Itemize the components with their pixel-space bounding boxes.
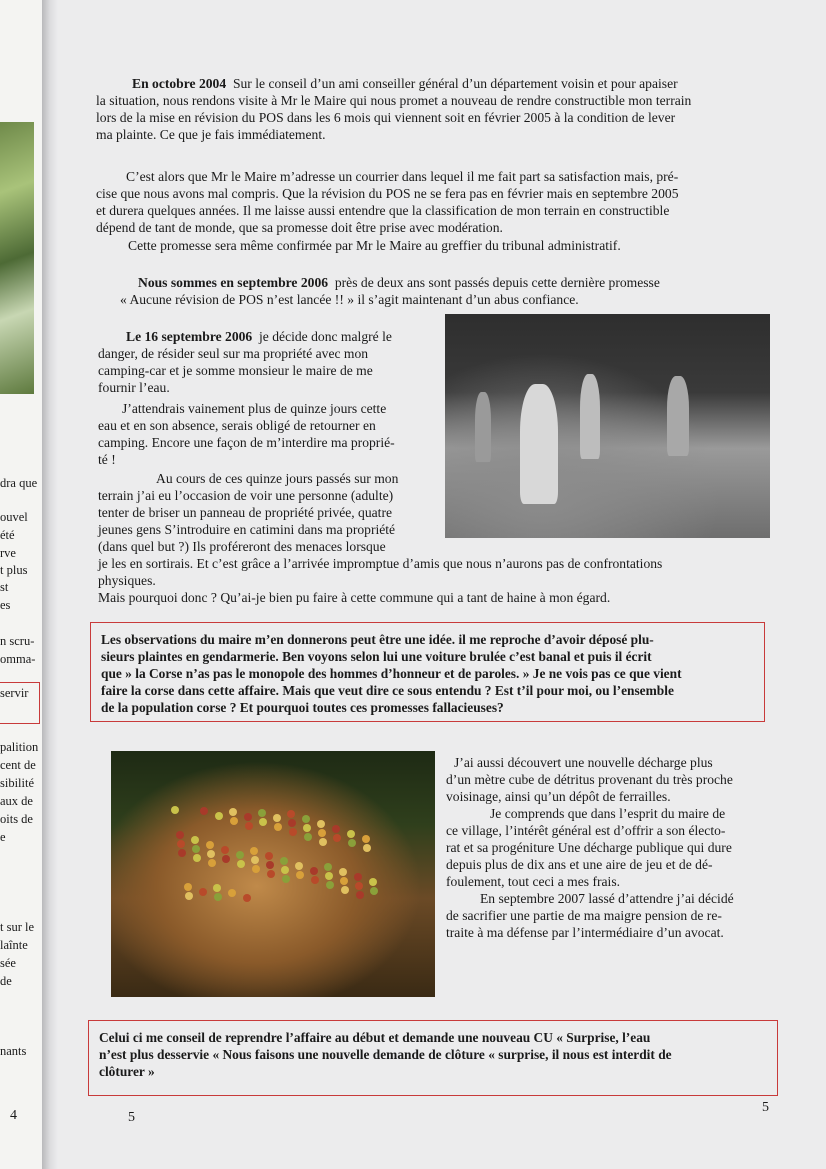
left-page-fragment: t sur le (0, 920, 35, 934)
paragraph-promise-confirmed: Cette promesse sera même confirmée par Mr le Maire au greffier du tribunal administratif. (128, 238, 621, 253)
left-page-fragment: st (0, 580, 9, 594)
left-page-fragment: aux de (0, 794, 33, 808)
paragraph-lead: En octobre 2004 (132, 76, 227, 91)
book-spine (42, 0, 58, 1169)
paragraph-new-dump: J’ai aussi découvert une nouvelle décharge plus d’un mètre cube de détritus provenant du très proche voisinage, ainsi qu’un dépôt de ferrailles. (446, 755, 733, 804)
left-page-fragment: e (0, 830, 6, 844)
left-page-fragment: oits de (0, 812, 33, 826)
left-page-fragment: sibilité (0, 776, 35, 790)
left-page-fragment: omma- (0, 652, 36, 666)
left-page-fragment: n scru- (0, 634, 35, 648)
left-page-fragment: servir (0, 686, 29, 700)
paragraph-october-2004: En octobre 2004 Sur le conseil d’un ami conseiller général d’un département voisin et pour apaiser la situation, nous rendons visite à Mr le Maire qui nous promet a nouveau de rendre constructible mon terrain lors de la mise en révision du POS dans les 6 mois qui viennent soit en février 2005 à la condition de lever ma plainte. Ce que je fais immédiatement. (96, 76, 692, 142)
left-page-fragment: t plus (0, 563, 28, 577)
paragraph-september-2007: En septembre 2007 lassé d’attendre j’ai décidé de sacrifier une partie de ma maigre pension de re- traite à ma défense par l’intermédiaire d’un avocat. (446, 891, 734, 940)
paragraph-why: Mais pourquoi donc ? Qu’ai-je bien pu faire à cette commune qui a tant de haine à mon égard. (98, 590, 611, 605)
highlight-box-lawyer-advice: Celui ci me conseil de reprendre l’affaire au début et demande une nouveau CU « Surprise, l’eau n’est plus desservie « Nous faisons une nouvelle demande de clôture « surprise, il nous est interdit de clôturer » (88, 1020, 778, 1096)
left-page-fragment: rve (0, 546, 16, 560)
left-page-fragment: laînte (0, 938, 28, 952)
paragraph-mayor-letter: C’est alors que Mr le Maire m’adresse un courrier dans lequel il me fait part sa satisfaction mais, pré- cise que nous avons mal compris. Que la révision du POS ne se fera pas en février mais en septembre 2005 et durera quelques années. Il me laisse aussi entendre que la classification de mon terrain en constructible dépend de tant de monde, que sa promesse doit être prise avec modération. (96, 169, 679, 235)
paragraph-16-september: Le 16 septembre 2006 je décide donc malgré le danger, de résider seul sur ma propriété avec mon camping-car et je somme monsieur le maire de me fournir l’eau. (98, 329, 392, 395)
paragraph-waiting-water: J’attendrais vainement plus de quinze jours cette eau et en son absence, serais obligé de retourner en camping. Encore une façon de m’interdire ma proprié- té ! (98, 401, 395, 467)
left-page-fragment: été (0, 528, 15, 542)
page-number-right: 5 (762, 1100, 769, 1115)
left-page-number: 4 (10, 1108, 17, 1123)
photo-dump-apples (111, 751, 435, 997)
left-page-fragment: de (0, 974, 12, 988)
paragraph-fifteen-days: Au cours de ces quinze jours passés sur mon terrain j’ai eu l’occasion de voir une personne (adulte) tenter de briser un panneau de propriété privée, quatre jeunes gens S’introduire en catimini dans ma propriété (dans quel but ?) Ils proféreront des menaces lorsque je les en sortirais. Et c’est grâce a l’arrivée impromptue d’amis que nous n’aurons pas de confrontations physiques. (98, 471, 663, 588)
left-page-photo (0, 122, 34, 394)
paragraph-september-2006: Nous sommes en septembre 2006 près de deux ans sont passés depuis cette dernière promesse « Aucune révision de POS n’est lancée !! » il s’agit maintenant d’un abus confiance. (120, 275, 660, 307)
left-page-fragment: dra que (0, 476, 38, 490)
page-number-left: 5 (128, 1110, 135, 1125)
left-page-fragment: nants (0, 1044, 27, 1058)
left-page-fragment: ouvel (0, 510, 28, 524)
left-page-fragment: cent de (0, 758, 36, 772)
left-page-fragment: es (0, 598, 11, 612)
highlight-box-mayor-observations: Les observations du maire m’en donnerons peut être une idée. il me reproche d’avoir déposé plu- sieurs plaintes en gendarmerie. Ben voyons selon lui une voiture brulée c’est banal et puis il écrit que » la Corse n’as pas le monopole des hommes d’honneur et de paroles. » Je ne vois pas ce que vient faire la corse dans cette affaire. Mais que veut dire ce sous entendu ? Est t’il pour moi, ou l’ensemble de la population corse ? Et pourquoi toutes ces promesses fallacieuses? (90, 622, 765, 722)
left-page-fragment: palition (0, 740, 39, 754)
left-page-red-box (0, 682, 40, 724)
paragraph-general-interest: Je comprends que dans l’esprit du maire de ce village, l’intérêt général est d’offrir a son électo- rat et sa progéniture Une décharge publique qui dure depuis plus de dix ans et une aire de jeu et de dé- foulement, tout ceci a mes frais. (446, 806, 732, 889)
left-page-edge (0, 0, 44, 1169)
left-page-fragment: sée (0, 956, 16, 970)
